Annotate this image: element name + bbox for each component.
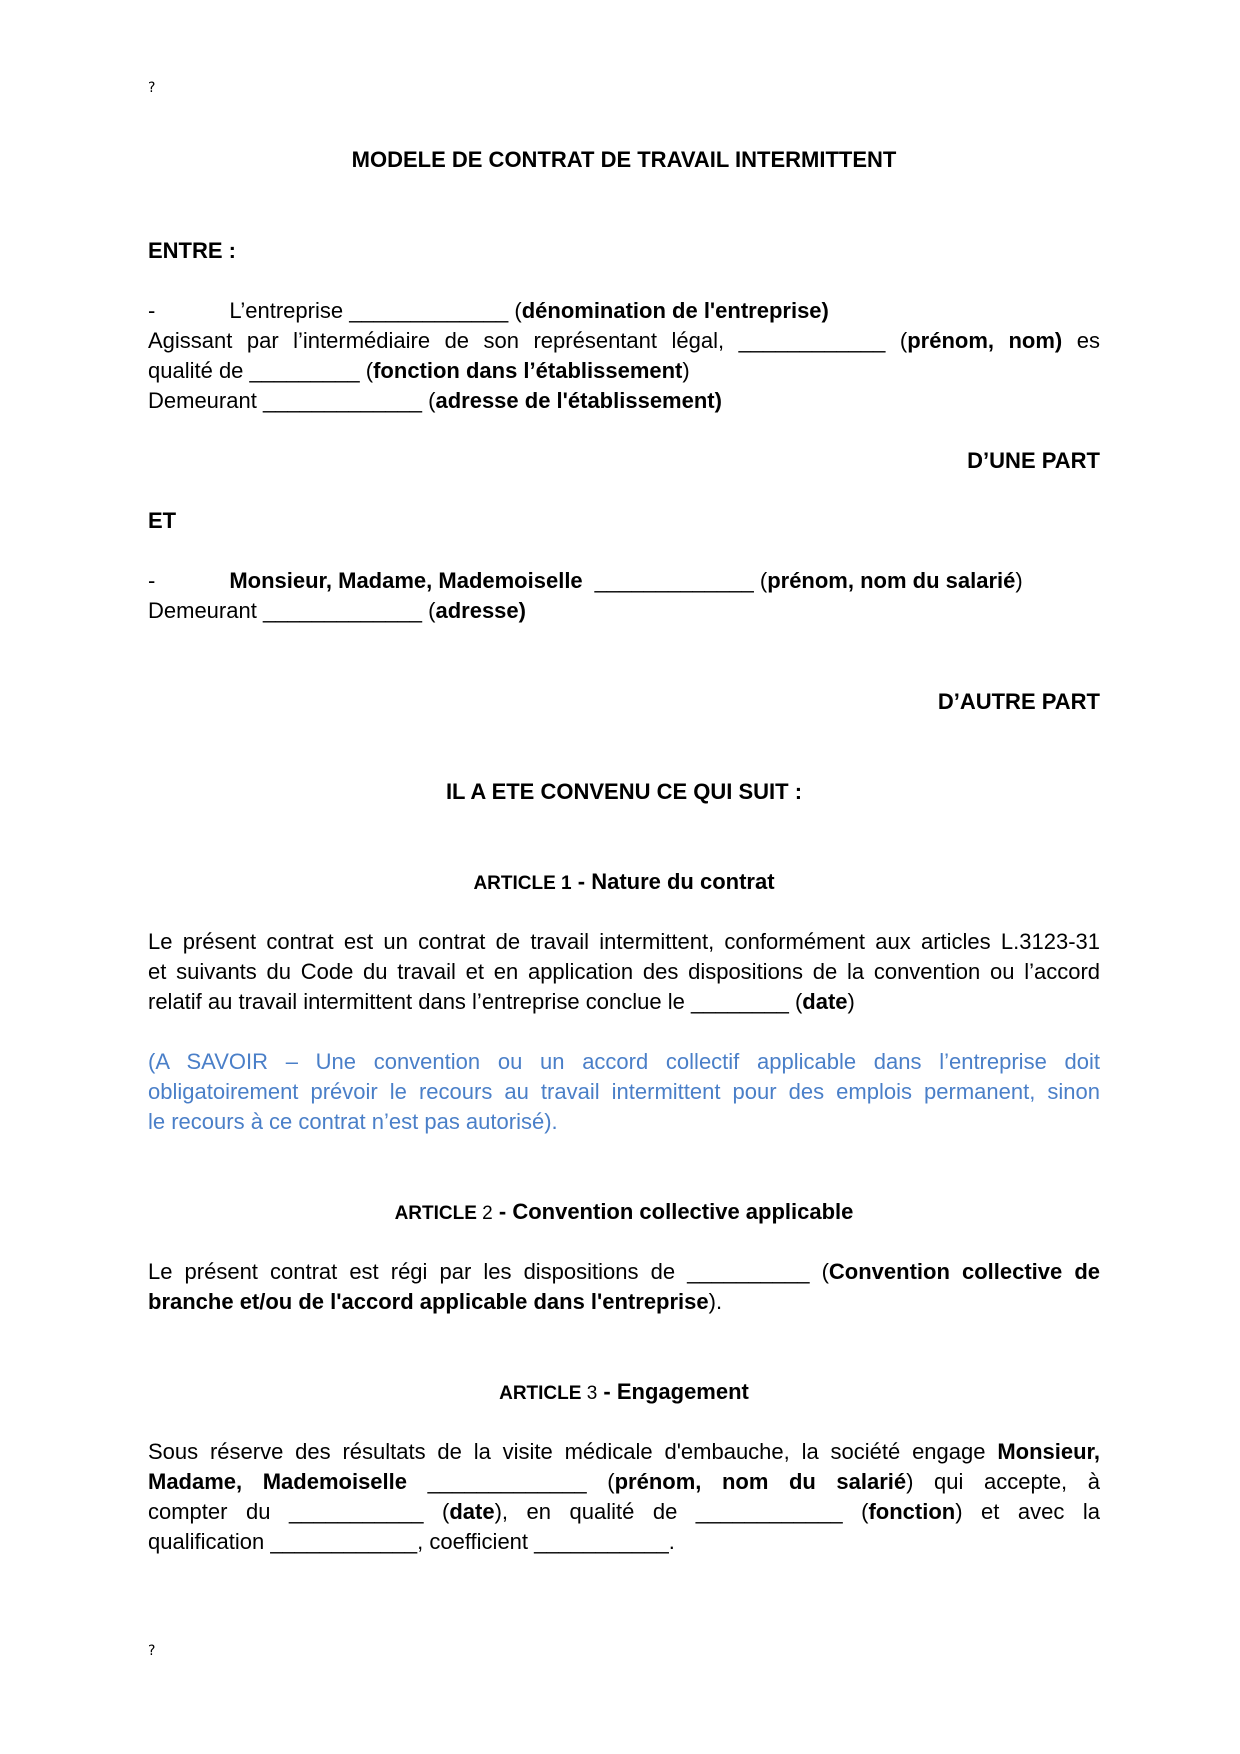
party1-dash: -: [148, 298, 156, 323]
convenu-heading: IL A ETE CONVENU CE QUI SUIT :: [445, 779, 803, 804]
blank-job-function: ____________: [695, 1499, 843, 1524]
text: , coefficient: [417, 1529, 535, 1554]
text: ): [1015, 568, 1023, 593]
article3-heading: [148, 1377, 1100, 1409]
text: ) et avec la: [955, 1499, 1100, 1524]
blank-representative: ____________: [738, 328, 886, 353]
text: Convention collective de: [828, 1259, 1100, 1284]
text: es: [1062, 328, 1100, 353]
text: qualité de: [148, 358, 250, 383]
article1-p1-l1: Le présent contrat est un contrat de travail intermittent, conformément aux articles L.3123-31: [148, 929, 1100, 954]
article-label: ARTICLE: [394, 1203, 477, 1224]
document-title: MODELE DE CONTRAT DE TRAVAIL INTERMITTENT: [351, 147, 897, 172]
text: prénom, nom du salarié: [614, 1469, 907, 1494]
text: Sous réserve des résultats de la visite médicale d'embauche, la société engage: [148, 1439, 998, 1464]
blank-convention: __________: [687, 1259, 810, 1284]
article2-line2: [148, 1287, 1100, 1317]
text: (: [423, 1499, 450, 1524]
article-title: - Nature du contrat: [571, 869, 775, 894]
blank-employee-name: _____________: [594, 568, 754, 593]
article-label: ARTICLE 1: [473, 873, 572, 894]
text: branche et/ou de l'accord applicable dans l'entreprise: [148, 1289, 709, 1314]
blank-function: _________: [249, 358, 360, 383]
text: (: [422, 388, 436, 413]
text: Demeurant: [148, 388, 263, 413]
party2-dash: -: [148, 568, 156, 593]
article1-p1-l3: [148, 987, 1100, 1017]
blank-employee-name: _____________: [427, 1469, 587, 1494]
text: ).: [708, 1289, 723, 1314]
text: Madame, Mademoiselle: [148, 1469, 408, 1494]
party2-line2: [148, 596, 1100, 626]
text: ): [847, 989, 855, 1014]
text: prénom, nom): [907, 328, 1063, 353]
text: (: [508, 298, 522, 323]
entre-heading: ENTRE :: [148, 238, 236, 263]
footer-glyph: ?: [148, 1643, 156, 1659]
text: Monsieur, Madame, Mademoiselle: [229, 568, 583, 593]
text: prénom, nom du salarié: [767, 568, 1016, 593]
article-number: 2: [476, 1203, 493, 1224]
text: .: [668, 1529, 675, 1554]
text: dénomination de l'entreprise): [521, 298, 829, 323]
text: fonction dans l’établissement: [373, 358, 683, 383]
blank-qualification: ____________: [270, 1529, 418, 1554]
blank-employee-address: _____________: [262, 598, 423, 623]
header-glyph: ?: [148, 80, 156, 96]
text: (: [586, 1469, 615, 1494]
dautre-part: D’AUTRE PART: [937, 689, 1100, 714]
text: (: [359, 358, 374, 383]
text: (: [885, 328, 908, 353]
text: adresse de l'établissement): [435, 388, 722, 413]
text: qualification: [148, 1529, 271, 1554]
text: (: [842, 1499, 869, 1524]
party1-line4: [148, 386, 1100, 416]
article1-note-l3: le recours à ce contrat n’est pas autorisé).: [148, 1109, 558, 1134]
article-title: - Engagement: [597, 1379, 749, 1404]
text: date: [802, 989, 848, 1014]
text: L’entreprise: [229, 298, 350, 323]
text: Le présent contrat est régi par les dispositions de: [148, 1259, 688, 1284]
party2-line1: [148, 566, 1100, 596]
blank-company-name: _____________: [349, 298, 509, 323]
text: (: [788, 989, 803, 1014]
party1-line2: [148, 326, 1100, 356]
article3-line4: [148, 1527, 1100, 1557]
party1-line1: [148, 296, 1100, 326]
et-heading: ET: [148, 508, 177, 533]
article3-line1: [148, 1437, 1100, 1467]
text: (: [753, 568, 768, 593]
blank-address: _____________: [262, 388, 423, 413]
text: (: [809, 1259, 829, 1284]
text: ): [682, 358, 690, 383]
text: ) qui accepte, à: [906, 1469, 1100, 1494]
party1-line3: [148, 356, 1100, 386]
dune-part: D’UNE PART: [967, 448, 1100, 473]
article1-heading: [148, 867, 1100, 899]
article3-line2: [148, 1467, 1100, 1497]
text: ), en qualité de: [494, 1499, 696, 1524]
text: adresse): [435, 598, 526, 623]
article3-line3: [148, 1497, 1100, 1527]
text: Agissant par l’intermédiaire de son représentant légal,: [148, 328, 739, 353]
blank-coefficient: ___________: [534, 1529, 669, 1554]
article-title: - Convention collective applicable: [492, 1199, 854, 1224]
blank-agreement-date: ________: [690, 989, 789, 1014]
article1-note-l2: obligatoirement prévoir le recours au travail intermittent pour des emplois permanent, sinon: [148, 1079, 1100, 1104]
article-number: 3: [581, 1383, 598, 1404]
text: compter du: [148, 1499, 289, 1524]
article1-note-l1: (A SAVOIR – Une convention ou un accord collectif applicable dans l’entreprise doit: [148, 1049, 1100, 1074]
article2-line1: [148, 1257, 1100, 1287]
text: Demeurant: [148, 598, 263, 623]
text: fonction: [868, 1499, 956, 1524]
text: date: [449, 1499, 495, 1524]
text: (: [422, 598, 436, 623]
article-label: ARTICLE: [499, 1383, 582, 1404]
text: relatif au travail intermittent dans l’entreprise conclue le: [148, 989, 691, 1014]
article1-p1-l2: et suivants du Code du travail et en application des dispositions de la convention ou l’accord: [148, 959, 1100, 984]
blank-start-date: ___________: [288, 1499, 424, 1524]
article2-heading: [148, 1197, 1100, 1229]
text: Monsieur,: [997, 1439, 1100, 1464]
